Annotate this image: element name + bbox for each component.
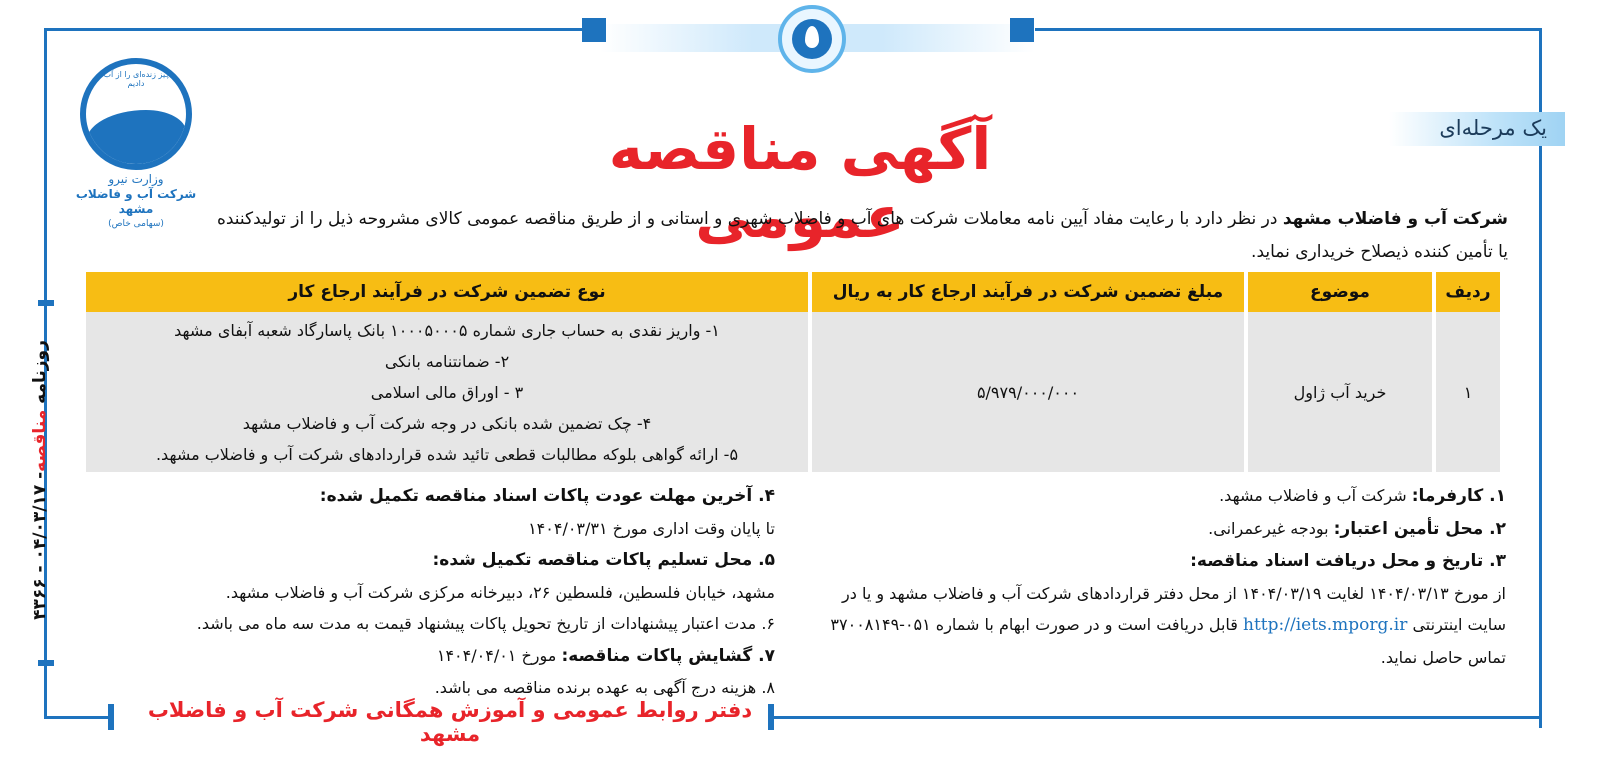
header-index: ردیف [1436,272,1500,312]
item-employer-value: شرکت آب و فاضلاب مشهد. [1219,486,1412,505]
frame-bottom-right [770,716,1542,719]
item-docs-label: ۳. تاریخ و محل دریافت اسناد مناقصه: [1190,551,1506,571]
intro-text: در نظر دارد با رعایت مفاد آیین نامه معاملات شرکت های آب و فاضلاب شهری و استانی و از طریق مناقصه عمومی کالای مشروحه ذیل را از تولیدکننده یا تأمین کننده ذیصلاح خریداری نماید. [216,209,1508,262]
frame-side-marker-bottom [38,660,54,666]
item-docs-text [806,578,1506,674]
side-publication-info [20,330,60,630]
item-employer [806,480,1506,513]
intro-paragraph [208,203,1508,269]
stage-label: یک مرحله‌ای [1439,116,1547,140]
frame-bottom-marker-left [108,704,114,730]
guarantee-type-item: ۲- ضمانتنامه بانکی [384,351,510,371]
header-amount: مبلغ تضمین شرکت در فرآیند ارجاع کار به ریال [812,272,1244,312]
header-subject: موضوع [1248,272,1432,312]
item-delivery-value: مشهد، خیابان فلسطین، فلسطین ۲۶، دبیرخانه مرکزی شرکت آب و فاضلاب مشهد. [225,582,775,602]
item-delivery-label: ۵. محل تسلیم پاکات مناقصه تکمیل شده: [432,550,775,570]
item-docs-text-b: قابل دریافت است و در صورت ابهام با شماره ۰۵۱-۳۷۰۰۸۱۴۹ تماس حاصل نماید. [830,615,1506,667]
logo-company: شرکت آب و فاضلاب مشهد [75,187,197,216]
item-validity: ۶. مدت اعتبار پیشنهادات از تاریخ تحویل پاکات پیشنهاد قیمت به مدت سه ماه می باشد. [196,614,775,633]
conditions-left [130,480,775,704]
cell-index: ۱ [1436,312,1500,472]
footer-department: دفتر روابط عمومی و آموزش همگانی شرکت آب و فاضلاب مشهد [147,698,753,746]
guarantee-type-item: ۵- ارائه گواهی بلوکه مطالبات قطعی تائید شده قراردادهای شرکت آب و فاضلاب مشهد. [155,444,739,464]
guarantee-type-item: ۴- چک تضمین شده بانکی در وجه شرکت آب و فاضلاب مشهد [242,413,652,433]
item-deadline-value: تا پایان وقت اداری مورخ ۱۴۰۴/۰۳/۳۱ [528,518,775,538]
frame-side-marker-top [38,300,54,306]
company-logo [80,58,192,170]
top-square-left [582,18,606,42]
item-funding [806,513,1506,546]
item-funding-value: بودجه غیرعمرانی. [1208,518,1334,538]
item-deadline-label: ۴. آخرین مهلت عودت پاکات اسناد مناقصه تکمیل شده: [319,486,775,506]
logo-note: (سهامی خاص) [108,219,164,229]
docs-website-link[interactable]: http://iets.mporg.ir [1243,615,1408,635]
logo-ministry: وزارت نیرو [108,172,164,186]
item-delivery [130,544,775,577]
guarantee-type-item: ۱- واریز نقدی به حساب جاری شماره ۱۰۰۰۵۰۰۰۵ بانک پاسارگاد شعبه آبفای مشهد [174,320,720,340]
cell-guarantee-types [86,312,808,472]
item-employer-label: ۱. کارفرما: [1411,486,1506,506]
item-opening-value: مورخ ۱۴۰۴/۰۴/۰۱ [436,645,562,665]
header-guarantee-type: نوع تضمین شرکت در فرآیند ارجاع کار [86,272,808,312]
table-row [86,312,1500,472]
frame-top-right [1030,28,1542,31]
side-brand: مناقصه [30,409,50,472]
cell-amount: ۵/۹۷۹/۰۰۰/۰۰۰ [812,312,1244,472]
item-opening [130,640,775,673]
stage-tag [1389,112,1565,146]
item-opening-label: ۷. گشایش پاکات مناقصه: [561,645,775,666]
item-docs [806,545,1506,578]
conditions-right [806,480,1506,673]
side-date-number: - ۰۴/۰۳/۱۷ - ۴۳۶۶ [30,471,50,620]
table-header-row [86,272,1500,312]
logo-caption [72,172,200,232]
frame-bottom-left [44,716,114,719]
page-title: آگهی مناقصه عمومی [608,115,992,251]
logo-wave-icon [86,110,186,164]
side-paper: روزنامه [30,340,50,410]
water-drop-icon [778,5,846,73]
cell-subject: خرید آب ژاول [1248,312,1432,472]
frame-top-left [44,28,604,31]
tender-table [82,272,1504,472]
top-square-right [1010,18,1034,42]
guarantee-type-item: ۳ - اوراق مالی اسلامی [370,382,524,402]
item-docs-text-a: از مورخ ۱۴۰۴/۰۳/۱۳ لغایت ۱۴۰۴/۰۳/۱۹ از محل دفتر قراردادهای شرکت آب و فاضلاب مشهد و یا در سایت اینترنتی [842,583,1506,634]
item-deadline [130,480,775,513]
logo-ring-text: وهر چیز زنده‌ای را از آب قرار دادیم [86,70,186,88]
intro-company: شرکت آب و فاضلاب مشهد [1282,209,1508,229]
item-funding-label: ۲. محل تأمین اعتبار: [1333,518,1506,539]
item-ad-cost: ۸. هزینه درج آگهی به عهده برنده مناقصه می باشد. [434,678,775,697]
